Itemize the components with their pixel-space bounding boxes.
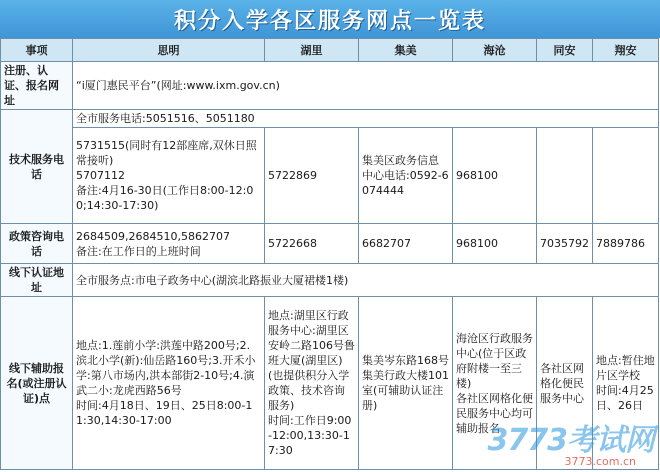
row-tech-phone — [1, 128, 659, 224]
page-title: 积分入学各区服务网点一览表 — [173, 8, 486, 34]
tech-phone-jimei: 集美区政务信息中心电话:0592-6074444 — [359, 128, 453, 224]
title-banner — [0, 0, 660, 38]
offline-help-tongan: 各社区网格化便民服务中心 — [537, 297, 593, 470]
col-header-jimei: 集美 — [359, 39, 453, 62]
col-header-huli: 湖里 — [265, 39, 359, 62]
row-offline-cert — [1, 264, 659, 297]
offline-help-haicang: 海沧区行政服务中心(位于区政府附楼一至三楼) 各社区网格化便民服务中心均可辅助报名 — [453, 297, 537, 470]
row-label-tech-phone: 技术服务电话 — [1, 110, 73, 224]
row-offline-help — [1, 297, 659, 470]
offline-help-siming: 地点:1.莲前小学:洪莲中路200号;2.滨北小学(新):仙岳路160号;3.开禾小学:第八市场内,洪本部街2-10号;4.演武二小:龙虎西路56号 时间:4月18日、19日、25日8:00-11:30,14:30-17:00 — [73, 297, 265, 470]
tech-phone-tongan — [537, 128, 593, 224]
row-label-offline-help: 线下辅助报名(或注册认证)点 — [1, 297, 73, 470]
row-register — [1, 62, 659, 110]
tech-phone-haicang: 968100 — [453, 128, 537, 224]
col-header-xiangan: 翔安 — [593, 39, 659, 62]
col-header-siming: 思明 — [73, 39, 265, 62]
policy-phone-tongan: 7035792 — [537, 224, 593, 264]
col-header-tongan: 同安 — [537, 39, 593, 62]
row-policy-phone — [1, 224, 659, 264]
policy-phone-huli: 5722668 — [265, 224, 359, 264]
row-label-offline-cert: 线下认证地址 — [1, 264, 73, 297]
policy-phone-haicang: 968100 — [453, 224, 537, 264]
policy-phone-siming: 2684509,2684510,5862707 备注:在工作日的上班时间 — [73, 224, 265, 264]
policy-phone-jimei: 6682707 — [359, 224, 453, 264]
tech-phone-all-city: 全市服务电话:5051516、5051180 — [73, 110, 659, 128]
tech-phone-huli: 5722869 — [265, 128, 359, 224]
watermark-url: 3773.com.cn — [564, 455, 636, 468]
policy-phone-xiangan: 7889786 — [593, 224, 659, 264]
header-row — [1, 39, 659, 62]
watermark-logo: 3773考试网 — [487, 423, 654, 458]
col-header-item: 事项 — [1, 39, 73, 62]
register-website: “i厦门惠民平台”(网址:www.ixm.gov.cn) — [73, 62, 659, 110]
offline-help-xiangan: 地点:暂住地片区学校 时间:4月25日、26日 — [593, 297, 659, 470]
tech-phone-siming: 5731515(同时有12部座席,双休日照常接听) 5707112 备注:4月16-30日(工作日8:00-12:00;14:30-17:30) — [73, 128, 265, 224]
row-label-register: 注册、认证、报名网址 — [1, 62, 73, 110]
tech-phone-xiangan — [593, 128, 659, 224]
offline-cert-address: 全市服务点:市电子政务中心(湖滨北路振业大厦裙楼1楼) — [73, 264, 659, 297]
row-tech-phone-allcity — [1, 110, 659, 128]
row-label-policy-phone: 政策咨询电话 — [1, 224, 73, 264]
col-header-haicang: 海沧 — [453, 39, 537, 62]
offline-help-jimei: 集美岑东路168号集美行政大楼101室(可辅助认证注册) — [359, 297, 453, 470]
offline-help-huli: 地点:湖里区行政服务中心:湖里区安岭二路106号鲁班大厦(湖里区)(也提供积分入学政策、技术咨询服务) 时间:工作日9:00-12:00,13:30-17:30 — [265, 297, 359, 470]
service-points-table — [0, 38, 659, 470]
